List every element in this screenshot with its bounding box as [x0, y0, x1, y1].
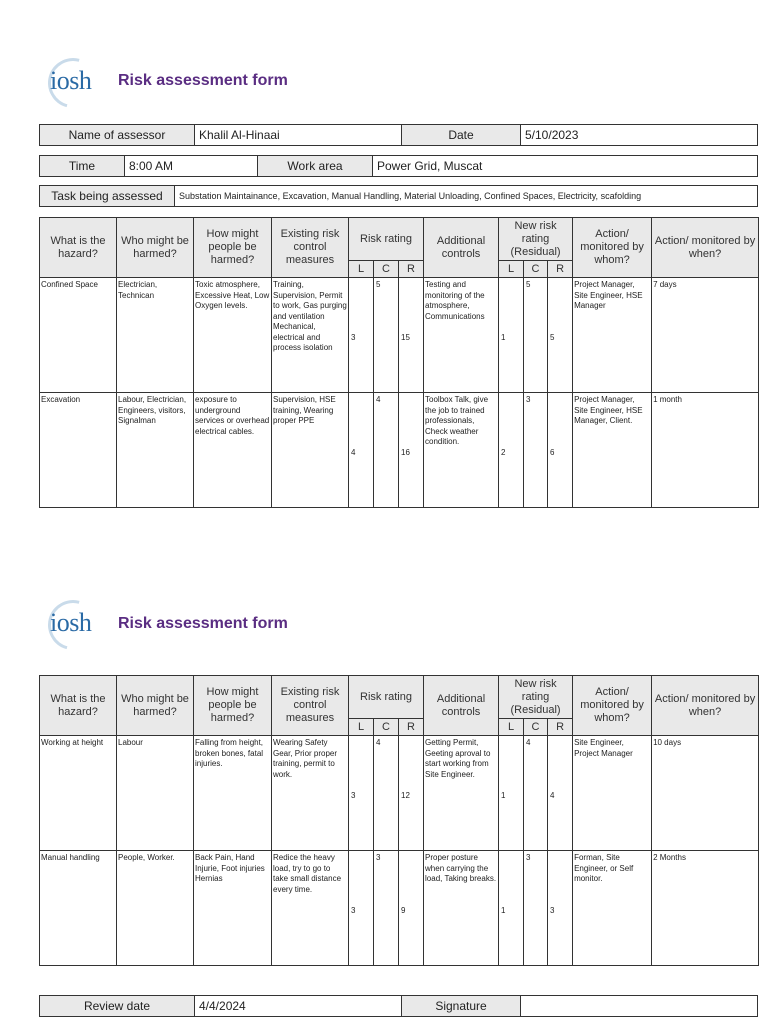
header-c: C: [374, 261, 399, 278]
new-c-cell[interactable]: [524, 736, 548, 851]
new-c-value: 3: [526, 853, 531, 862]
existing-cell[interactable]: Redice the heavy load, try to go to take small distance every time.: [272, 851, 349, 966]
header-who: Who might be harmed?: [117, 676, 194, 736]
review-date-label: Review date: [40, 996, 195, 1017]
l-cell[interactable]: [349, 393, 374, 508]
new-r-value: 6: [550, 448, 555, 457]
new-r-cell[interactable]: [548, 393, 573, 508]
time-label: Time: [40, 156, 125, 177]
r-value: 16: [401, 448, 410, 457]
new-l-value: 1: [501, 333, 506, 342]
header-action-whom: Action/ monitored by whom?: [573, 676, 652, 736]
header-r: R: [399, 261, 424, 278]
new-r-cell[interactable]: [548, 278, 573, 393]
header-hazard: What is the hazard?: [40, 218, 117, 278]
c-value: 4: [376, 395, 381, 404]
new-r-value: 3: [550, 906, 555, 915]
new-l-cell[interactable]: [499, 278, 524, 393]
r-cell[interactable]: [399, 736, 424, 851]
form-title-2: Risk assessment form: [118, 615, 288, 632]
header-action-whom: Action/ monitored by whom?: [573, 218, 652, 278]
new-c-value: 3: [526, 395, 531, 404]
new-l-cell[interactable]: [499, 851, 524, 966]
header-r: R: [399, 719, 424, 736]
new-r-cell[interactable]: [548, 851, 573, 966]
header-action-when: Action/ monitored by when?: [652, 676, 759, 736]
header-existing: Existing risk control measures: [272, 676, 349, 736]
r-value: 15: [401, 333, 410, 342]
l-value: 3: [351, 906, 356, 915]
table-row: [40, 278, 759, 393]
c-value: 4: [376, 738, 381, 747]
work-area-label: Work area: [258, 156, 373, 177]
r-cell[interactable]: [399, 393, 424, 508]
hazard-cell[interactable]: Working at height: [40, 736, 117, 851]
header-l: L: [349, 261, 374, 278]
existing-cell[interactable]: Supervision, HSE training, Wearing proper PPE: [272, 393, 349, 508]
who-cell[interactable]: Labour: [117, 736, 194, 851]
header-how: How might people be harmed?: [194, 676, 272, 736]
task-value[interactable]: Substation Maintainance, Excavation, Manual Handling, Material Unloading, Confined Spaces, Electricity, scafolding: [175, 186, 758, 207]
when-cell[interactable]: 1 month: [652, 393, 759, 508]
c-cell[interactable]: [374, 851, 399, 966]
new-l-cell[interactable]: [499, 736, 524, 851]
l-cell[interactable]: [349, 736, 374, 851]
c-value: 5: [376, 280, 381, 289]
table-row: [40, 393, 759, 508]
table-row: [40, 736, 759, 851]
assessor-label: Name of assessor: [40, 125, 195, 146]
when-cell[interactable]: 7 days: [652, 278, 759, 393]
header-new-risk: New risk rating (Residual): [499, 218, 573, 261]
hazard-cell[interactable]: Confined Space: [40, 278, 117, 393]
header-existing: Existing risk control measures: [272, 218, 349, 278]
assessor-info-table: [39, 124, 758, 146]
header-hazard: What is the hazard?: [40, 676, 117, 736]
existing-cell[interactable]: Training, Supervision, Permit to work, Gas purging and ventilation Mechanical, electrical and process isolation: [272, 278, 349, 393]
how-cell[interactable]: exposure to underground services or overhead electrical cables.: [194, 393, 272, 508]
when-cell[interactable]: 10 days: [652, 736, 759, 851]
new-c-cell[interactable]: [524, 393, 548, 508]
new-l-value: 1: [501, 791, 506, 800]
iosh-logo: [44, 56, 104, 108]
whom-cell[interactable]: Project Manager, Site Engineer, HSE Manager, Client.: [573, 393, 652, 508]
risk-table-2: [39, 675, 759, 966]
assessor-value[interactable]: Khalil Al-Hinaai: [195, 125, 402, 146]
logo-text: iosh: [50, 66, 92, 95]
review-date-value[interactable]: 4/4/2024: [195, 996, 402, 1017]
review-info-table: [39, 995, 758, 1017]
c-cell[interactable]: [374, 736, 399, 851]
header-new-risk: New risk rating (Residual): [499, 676, 573, 719]
task-info-table: [39, 185, 758, 207]
when-cell[interactable]: 2 Months: [652, 851, 759, 966]
new-c-value: 5: [526, 280, 531, 289]
l-value: 3: [351, 333, 356, 342]
c-value: 3: [376, 853, 381, 862]
l-value: 4: [351, 448, 356, 457]
work-area-value[interactable]: Power Grid, Muscat: [373, 156, 758, 177]
whom-cell[interactable]: Project Manager, Site Engineer, HSE Manager: [573, 278, 652, 393]
additional-cell[interactable]: Testing and monitoring of the atmosphere, Communications: [424, 278, 499, 393]
who-cell[interactable]: Electrician, Technican: [117, 278, 194, 393]
l-value: 3: [351, 791, 356, 800]
task-label: Task being assessed: [40, 186, 175, 207]
hazard-cell[interactable]: Manual handling: [40, 851, 117, 966]
header-new-r: R: [548, 261, 573, 278]
r-value: 9: [401, 906, 406, 915]
whom-cell[interactable]: Forman, Site Engineer, or Self monitor.: [573, 851, 652, 966]
header-who: Who might be harmed?: [117, 218, 194, 278]
logo-text: iosh: [50, 608, 92, 637]
header-risk-rating: Risk rating: [349, 218, 424, 261]
header-additional: Additional controls: [424, 676, 499, 736]
time-info-table: [39, 155, 758, 177]
iosh-logo-2: [44, 598, 104, 650]
header-additional: Additional controls: [424, 218, 499, 278]
header-how: How might people be harmed?: [194, 218, 272, 278]
new-c-cell[interactable]: [524, 851, 548, 966]
how-cell[interactable]: Falling from height, broken bones, fatal injuries.: [194, 736, 272, 851]
how-cell[interactable]: Toxic atmosphere, Excessive Heat, Low Oxygen levels.: [194, 278, 272, 393]
r-cell[interactable]: [399, 278, 424, 393]
risk-table-1: [39, 217, 759, 508]
who-cell[interactable]: Labour, Electrician, Engineers, visitors, Signalman: [117, 393, 194, 508]
new-l-cell[interactable]: [499, 393, 524, 508]
c-cell[interactable]: [374, 393, 399, 508]
r-cell[interactable]: [399, 851, 424, 966]
new-r-value: 5: [550, 333, 555, 342]
new-r-value: 4: [550, 791, 555, 800]
time-value[interactable]: 8:00 AM: [125, 156, 258, 177]
new-l-value: 2: [501, 448, 506, 457]
new-r-cell[interactable]: [548, 736, 573, 851]
existing-cell[interactable]: Wearing Safety Gear, Prior proper training, permit to work.: [272, 736, 349, 851]
how-cell[interactable]: Back Pain, Hand Injurie, Foot injuries Hernias: [194, 851, 272, 966]
hazard-cell[interactable]: Excavation: [40, 393, 117, 508]
l-cell[interactable]: [349, 851, 374, 966]
new-l-value: 1: [501, 906, 506, 915]
l-cell[interactable]: [349, 278, 374, 393]
header-new-c: C: [524, 261, 548, 278]
signature-label: Signature: [402, 996, 521, 1017]
header-new-l: L: [499, 261, 524, 278]
header-new-c: C: [524, 719, 548, 736]
who-cell[interactable]: People, Worker.: [117, 851, 194, 966]
header-l: L: [349, 719, 374, 736]
additional-cell[interactable]: Getting Permit, Geeting aproval to start working from Site Engineer.: [424, 736, 499, 851]
form-title: Risk assessment form: [118, 72, 288, 89]
header-action-when: Action/ monitored by when?: [652, 218, 759, 278]
whom-cell[interactable]: Site Engineer, Project Manager: [573, 736, 652, 851]
additional-cell[interactable]: Toolbox Talk, give the job to trained professionals, Check weather condition.: [424, 393, 499, 508]
signature-value[interactable]: [521, 996, 758, 1017]
header-new-l: L: [499, 719, 524, 736]
new-c-value: 4: [526, 738, 531, 747]
r-value: 12: [401, 791, 410, 800]
additional-cell[interactable]: Proper posture when carrying the load, Taking breaks.: [424, 851, 499, 966]
date-value[interactable]: 5/10/2023: [521, 125, 758, 146]
header-c: C: [374, 719, 399, 736]
table-row: [40, 851, 759, 966]
date-label: Date: [402, 125, 521, 146]
c-cell[interactable]: [374, 278, 399, 393]
new-c-cell[interactable]: [524, 278, 548, 393]
header-risk-rating: Risk rating: [349, 676, 424, 719]
header-new-r: R: [548, 719, 573, 736]
